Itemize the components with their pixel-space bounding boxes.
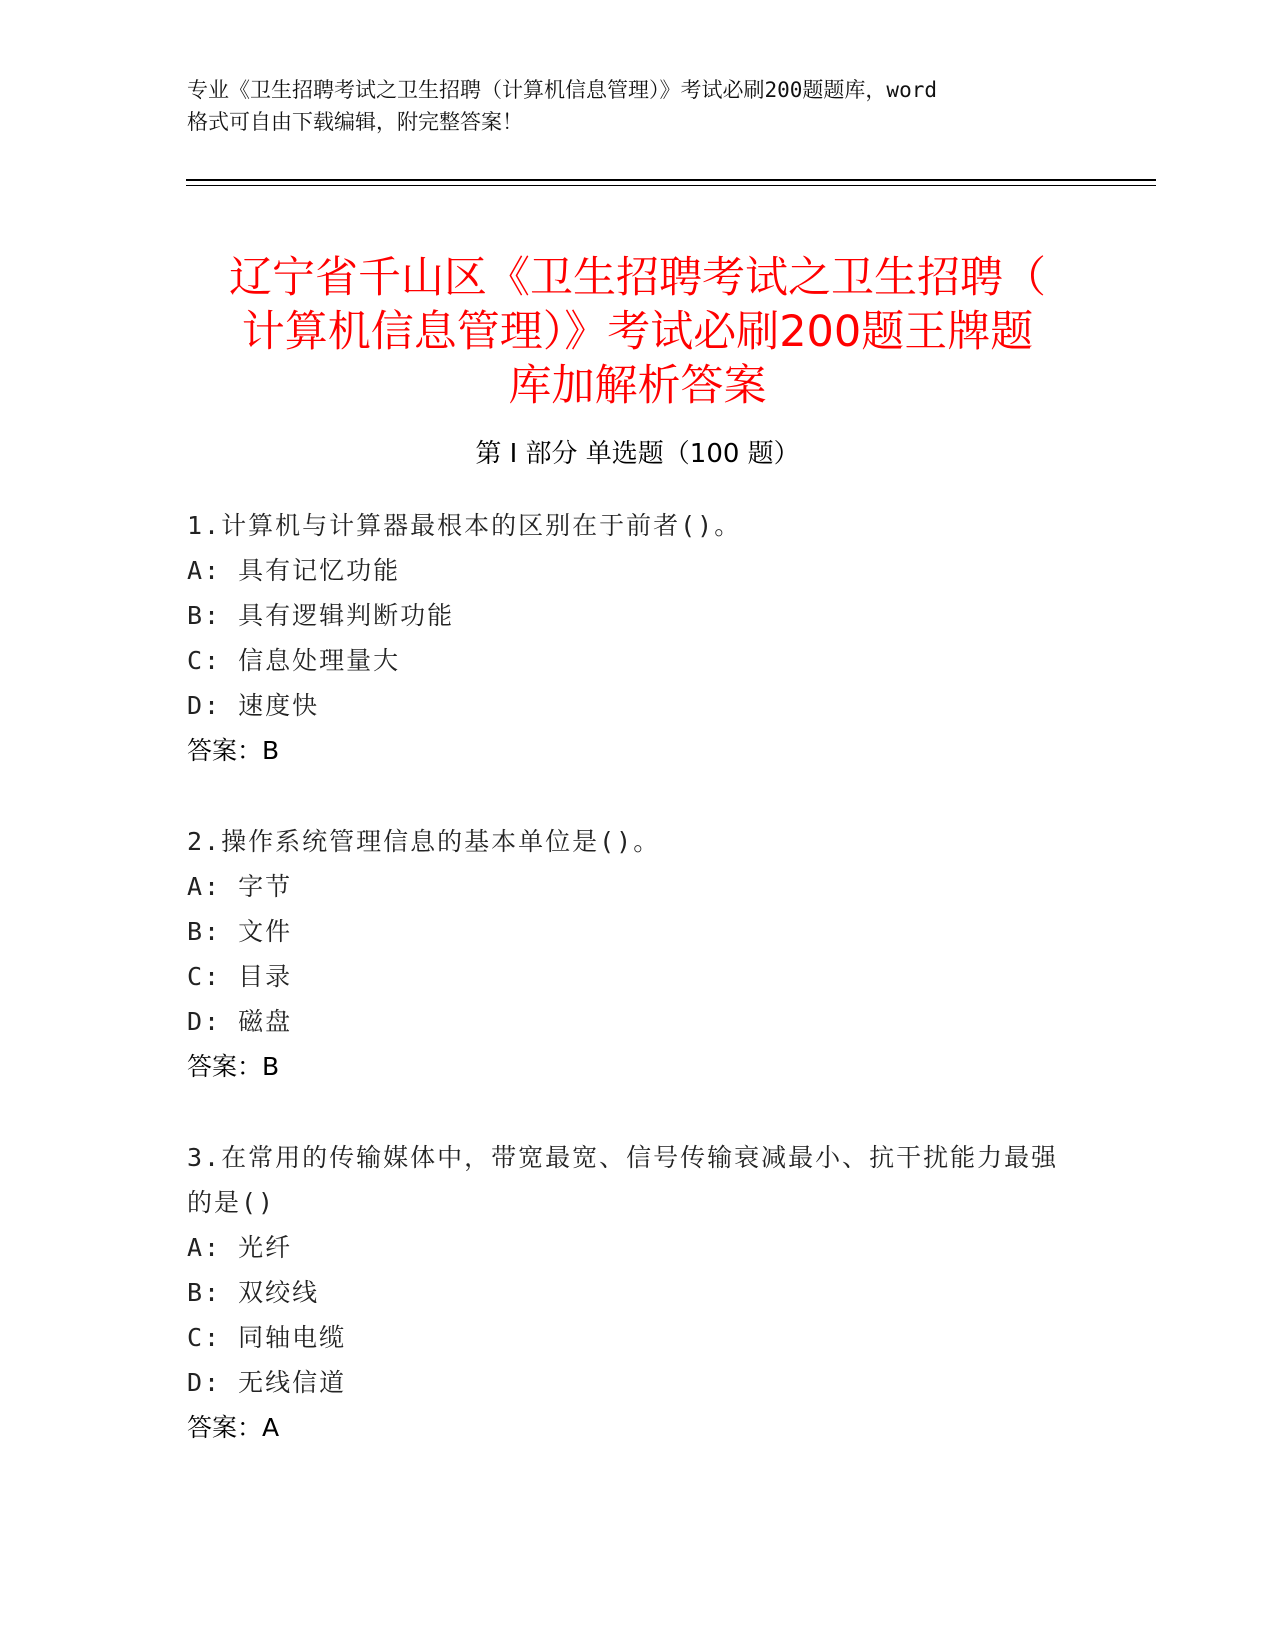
option-a: A: 字节: [187, 872, 293, 901]
header-note-line-2: 格式可自由下载编辑，附完整答案！: [187, 110, 523, 134]
question-stem: 2.操作系统管理信息的基本单位是()。: [187, 827, 661, 856]
question-2: [187, 819, 1067, 1089]
question-1: [187, 503, 1067, 773]
option-a: A: 光纤: [187, 1233, 293, 1262]
document-title: [150, 251, 1125, 413]
document-title-line-1: 辽宁省千山区《卫生招聘考试之卫生招聘（: [229, 252, 1046, 303]
question-3: [187, 1135, 1067, 1450]
document-title-line-3: 库加解析答案: [508, 360, 767, 411]
option-b: B: 具有逻辑判断功能: [187, 601, 455, 630]
question-stem: 3.在常用的传输媒体中，带宽最宽、信号传输衰减最小、抗干扰能力最强的是(): [187, 1143, 1059, 1217]
question-stem: 1.计算机与计算器最根本的区别在于前者()。: [187, 511, 742, 540]
option-d: D: 磁盘: [187, 1007, 293, 1036]
document-title-line-2: 计算机信息管理）》考试必刷200题王牌题: [241, 306, 1034, 357]
answer: 答案：A: [187, 1413, 280, 1442]
header-note: [187, 74, 1087, 138]
answer: 答案：B: [187, 736, 280, 765]
option-d: D: 速度快: [187, 691, 320, 720]
header-note-line-1: 专业《卫生招聘考试之卫生招聘（计算机信息管理）》考试必刷200题题库，word: [187, 78, 937, 102]
option-a: A: 具有记忆功能: [187, 556, 401, 585]
option-c: C: 目录: [187, 962, 293, 991]
option-d: D: 无线信道: [187, 1368, 347, 1397]
header-divider-thick: [186, 179, 1156, 181]
option-c: C: 信息处理量大: [187, 646, 401, 675]
header-divider-thin: [186, 185, 1156, 186]
option-b: B: 双绞线: [187, 1278, 320, 1307]
answer: 答案：B: [187, 1052, 280, 1081]
option-b: B: 文件: [187, 917, 293, 946]
option-c: C: 同轴电缆: [187, 1323, 347, 1352]
section-heading: 第 I 部分 单选题（100 题）: [475, 439, 800, 469]
